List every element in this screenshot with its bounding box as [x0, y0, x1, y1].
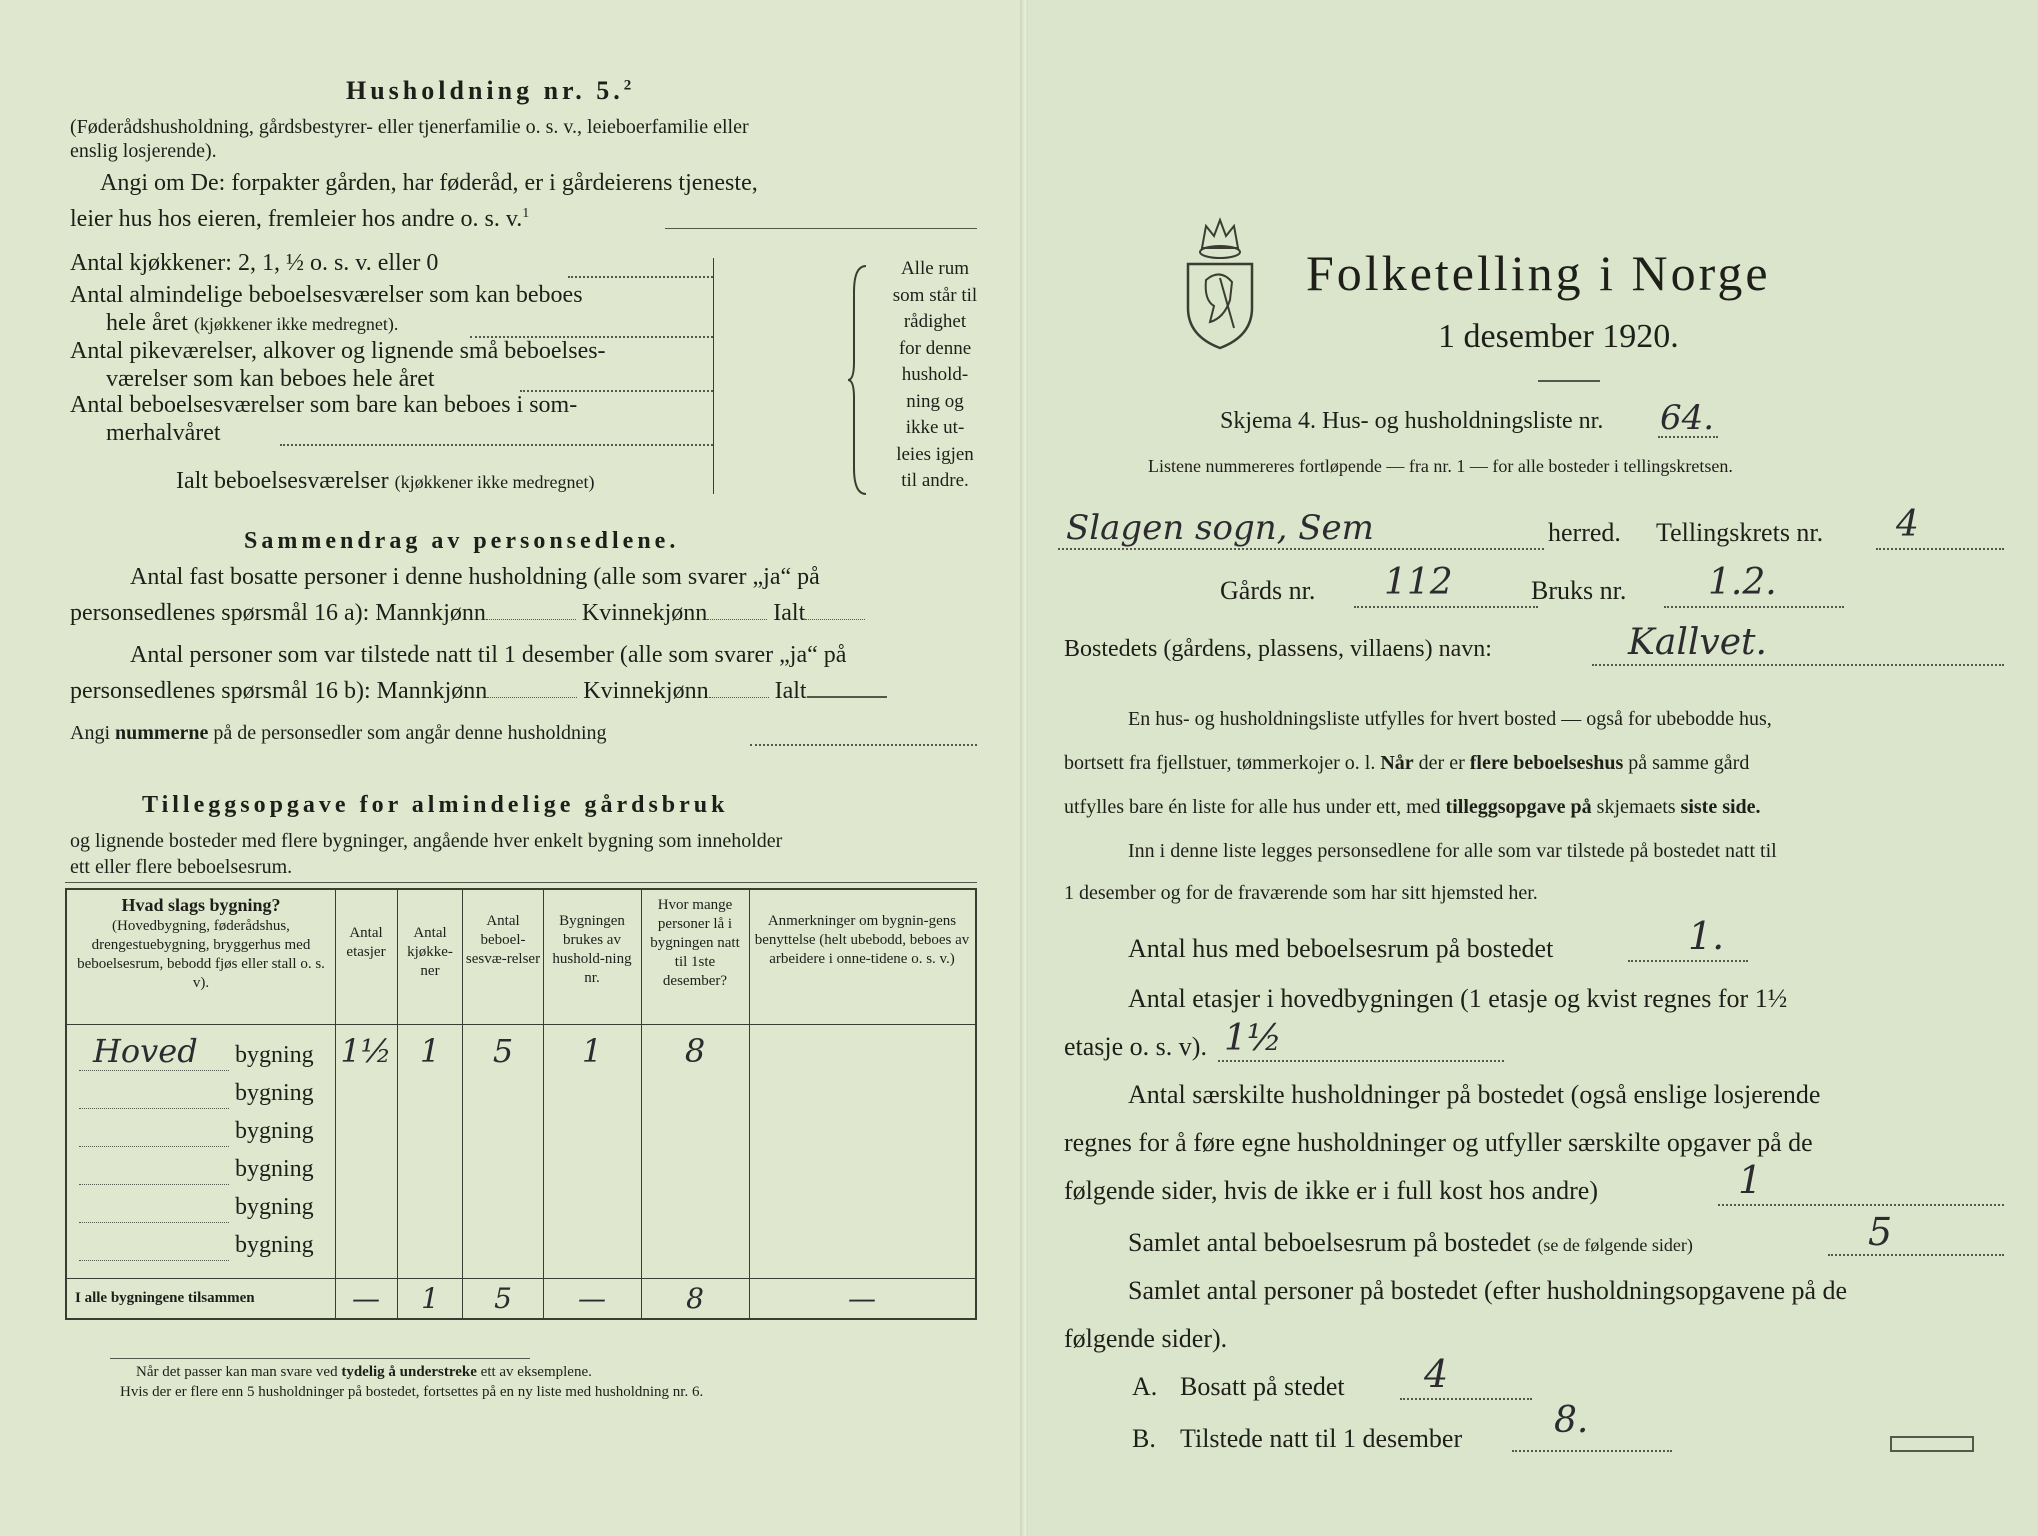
a-label: A.	[1132, 1372, 1158, 1401]
census-date: 1 desember 1920.	[1438, 318, 1679, 355]
tillegg-line-1: og lignende bosteder med flere bygninger, angående hver enkelt bygning som inneholder	[70, 830, 783, 852]
sers-line-2: regnes for å føre egne husholdninger og utfyller særskilte opgaver på de	[1064, 1128, 1813, 1157]
etasjer-line-1: Antal etasjer i hovedbygningen (1 etasje og kvist regnes for 1½	[1128, 984, 1788, 1013]
row6-label: bygning	[235, 1232, 314, 1258]
para2-line2: 1 desember og for de fraværende som har sitt hjemsted her.	[1064, 882, 1538, 904]
row5-label: bygning	[235, 1194, 314, 1220]
bruks-value: 1.2.	[1708, 562, 1777, 603]
b-label: B.	[1132, 1424, 1156, 1453]
header-anmerkninger: Anmerkninger om bygnin-gens benyttelse (helt ubebodd, beboes av arbeidere i onne-tidene o. s. v.)	[754, 913, 970, 967]
buildings-table	[65, 888, 977, 1320]
para1-line2: bortsett fra fjellstuer, tømmerkojer o. l. Når der er flere beboelseshus på samme gård	[1064, 752, 1750, 774]
skjema-label: Skjema 4. Hus- og husholdningsliste nr.	[1220, 408, 1604, 434]
census-title: Folketelling i Norge	[1306, 245, 1771, 301]
bruks-label: Bruks nr.	[1531, 576, 1627, 605]
row2-label: bygning	[235, 1080, 314, 1106]
pike-label-2: værelser som kan beboes hele året	[106, 366, 435, 392]
row4-label: bygning	[235, 1156, 314, 1182]
row1-personer: 8	[684, 1032, 706, 1070]
sers-line-1: Antal særskilte husholdninger på bostedet (også enslige losjerende	[1128, 1080, 1821, 1109]
pike-label-1: Antal pikeværelser, alkover og lignende små beboelses-	[70, 338, 606, 364]
gards-value: 112	[1384, 562, 1453, 603]
side-note: Alle rum som står til rådighet for denne hushold- ning og ikke ut- leies igjen til andre.	[892, 258, 978, 491]
gards-label: Gårds nr.	[1220, 576, 1316, 605]
a-text: Bosatt på stedet	[1180, 1372, 1345, 1401]
tillegg-line-2: ett eller flere beboelsesrum.	[70, 856, 293, 878]
para1-line1: En hus- og husholdningsliste utfylles for hvert bosted — også for ubebodde hus,	[1128, 708, 1772, 730]
hus-label: Antal hus med beboelsesrum på bostedet	[1128, 934, 1554, 963]
sers-line-3: følgende sider, hvis de ikke er i full kost hos andre)	[1064, 1176, 1598, 1205]
row1-type: Hoved	[93, 1032, 198, 1070]
footnote-2: Hvis der er flere enn 5 husholdninger på bostedet, fortsettes på en ny liste med husholdning nr. 6.	[120, 1384, 704, 1400]
row1-etasjer: 1½	[340, 1032, 392, 1070]
samlet-rum-value: 5	[1868, 1210, 1893, 1254]
angi-line-1: Angi om De: forpakter gården, har føderåd, er i gårdeierens tjeneste,	[100, 170, 758, 196]
bosted-label: Bostedets (gårdens, plassens, villaens) navn:	[1064, 636, 1492, 662]
sum-anmerkninger: —	[848, 1282, 876, 1315]
alm-label-1: Antal almindelige beboelsesværelser som kan beboes	[70, 282, 583, 308]
para1-line3: utfylles bare én liste for alle hus under ett, med tilleggsopgave på skjemaets siste side.	[1064, 796, 1761, 818]
sers-value: 1	[1738, 1158, 1763, 1202]
para2-line1: Inn i denne liste legges personsedlene for alle som var tilstede på bostedet natt til	[1128, 840, 1777, 862]
listene-note: Listene nummereres fortløpende — fra nr. 1 — for alle bosteder i tellingskretsen.	[1148, 456, 1733, 476]
household-title: Husholdning nr. 5.$^2$	[346, 76, 636, 105]
tilst-line-1: Antal personer som var tilstede natt til 1 desember (alle som svarer „ja“ på	[130, 642, 847, 668]
header-personer: Hvor mange personer lå i bygningen natt til 1ste desember?	[650, 897, 740, 989]
bosted-value: Kallvet.	[1628, 622, 1767, 663]
coat-of-arms-icon	[1180, 208, 1260, 352]
herred-label: herred.	[1548, 518, 1621, 547]
etasjer-value: 1½	[1224, 1018, 1282, 1059]
sum-personer: 8	[686, 1282, 704, 1315]
header-bygning: Hvad slags bygning? (Hovedbygning, føderådshus, drengestuebygning, bryggerhus med beboelsesrum, bebodd fjøs eller stall o. s. v).	[77, 895, 325, 991]
nummerne-line: Angi nummerne på de personsedler som angår denne husholdning	[70, 722, 607, 744]
sum-etasjer: —	[352, 1282, 380, 1315]
row1-kjokkener: 1	[419, 1032, 441, 1070]
row1-brukes: 1	[581, 1032, 603, 1070]
skjema-nr: 64.	[1660, 398, 1715, 438]
ialt-label: Ialt beboelsesværelser (kjøkkener ikke medregnet)	[176, 468, 595, 494]
footnote-1: Når det passer kan man svare ved tydelig å understreke ett av eksemplene.	[136, 1364, 592, 1380]
row1-label: bygning	[235, 1042, 314, 1068]
row3-label: bygning	[235, 1118, 314, 1144]
printer-stamp	[1890, 1436, 1974, 1452]
household-note: (Føderådshusholdning, gårdsbestyrer- eller tjenerfamilie o. s. v., leieboerfamilie eller	[70, 116, 749, 138]
etasjer-line-2: etasje o. s. v).	[1064, 1032, 1207, 1061]
hus-value: 1.	[1688, 914, 1725, 958]
fast-line-1: Antal fast bosatte personer i denne husholdning (alle som svarer „ja“ på	[130, 564, 820, 590]
tellingskrets-value: 4	[1896, 504, 1919, 545]
sum-label: I alle bygningene tilsammen	[75, 1290, 255, 1306]
samlet-pers-line-2: følgende sider).	[1064, 1324, 1228, 1353]
row1-vaerelser: 5	[492, 1032, 514, 1070]
tillegg-title: Tilleggsopgave for almindelige gårdsbruk	[142, 792, 729, 818]
sommer-label-2: merhalvåret	[106, 420, 221, 446]
header-etasjer: Antal etasjer	[346, 925, 386, 960]
sammendrag-title: Sammendrag av personsedlene.	[244, 528, 680, 554]
sum-vaerelser: 5	[494, 1282, 512, 1315]
b-text: Tilstede natt til 1 desember	[1180, 1424, 1463, 1453]
brace-icon	[846, 262, 874, 498]
fast-line-2: personsedlenes spørsmål 16 a): Mannkjønn Kvinnekjønn Ialt	[70, 600, 865, 627]
tellingskrets-label: Tellingskrets nr.	[1656, 518, 1824, 547]
tilst-line-2: personsedlenes spørsmål 16 b): Mannkjønn Kvinnekjønn Ialt	[70, 678, 887, 705]
a-value: 4	[1424, 1352, 1449, 1396]
header-vaerelser: Antal beboel-sesvæ-relser	[465, 913, 541, 967]
samlet-pers-line-1: Samlet antal personer på bostedet (efter husholdningsopgavene på de	[1128, 1276, 1848, 1305]
herred-value: Slagen sogn, Sem	[1066, 508, 1374, 548]
kjokkener-label: Antal kjøkkener: 2, 1, ½ o. s. v. eller 0	[70, 250, 439, 276]
sum-kjokkener: 1	[421, 1282, 439, 1315]
right-page	[1028, 0, 2038, 1536]
sommer-label-1: Antal beboelsesværelser som bare kan beboes i som-	[70, 392, 578, 418]
angi-line-2: leier hus hos eieren, fremleier hos andre o. s. v.$^1$	[70, 206, 530, 232]
household-note-2: enslig losjerende).	[70, 140, 217, 162]
alm-label-2: hele året (kjøkkener ikke medregnet).	[106, 310, 399, 336]
header-brukes: Bygningen brukes av hushold-ning nr.	[552, 913, 632, 986]
b-value: 8.	[1554, 1400, 1589, 1441]
samlet-rum-label: Samlet antal beboelsesrum på bostedet (se de følgende sider)	[1128, 1228, 1693, 1257]
header-kjokkener: Antal kjøkke-ner	[407, 925, 453, 979]
sum-brukes: —	[578, 1282, 606, 1315]
